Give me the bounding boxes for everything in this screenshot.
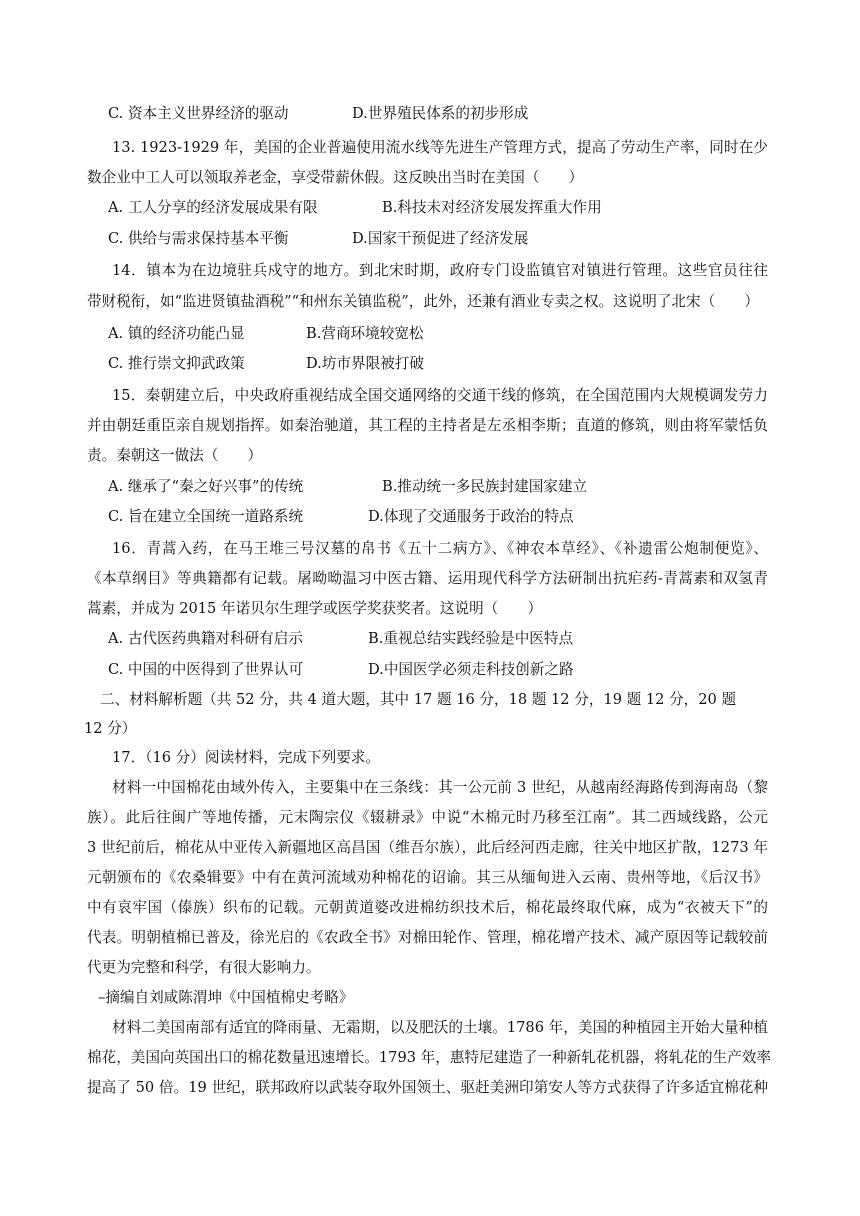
q13-stem-line1: 13. 1923-1929 年，美国的企业普遍使用流水线等先进生产管理方式，提高了劳动生产率，同时在少 — [112, 139, 768, 156]
q13-option-a: A. 工人分享的经济发展成果有限 — [108, 199, 318, 216]
option-c: C. 资本主义世界经济的驱动 — [108, 105, 289, 122]
q16-stem-line3: 蒿素，并成为 2015 年诺贝尔生理学或医学奖获奖者。这说明（ ） — [87, 600, 543, 617]
q14-option-d: D.坊市界限被打破 — [306, 355, 424, 372]
section2-heading-line1: 二、材料解析题（共 52 分，共 4 道大题，其中 17 题 16 分，18 题 12 分，19 题 12 分，20 题 — [100, 691, 737, 708]
q14-stem-line2: 带财税衔，如“监进贤镇盐酒税”“和州东关镇监税”，此外，还兼有酒业专卖之权。这说明了北宋（ ） — [87, 293, 759, 310]
q14-option-c: C. 推行崇文抑武政策 — [108, 355, 245, 372]
q17-material1-line: 元朝颁布的《农桑辑要》中有在黄河流域劝种棉花的诏谕。其三从缅甸进入云南、贵州等地，《后汉书》 — [87, 869, 768, 886]
q16-stem-line2: 《本草纲目》等典籍都有记载。屠呦呦温习中医古籍、运用现代科学方法研制出抗疟药-青蒿素和双氢青 — [87, 570, 768, 587]
q16-stem-line1: 16．青蒿入药，在马王堆三号汉墓的帛书《五十二病方》、《神农本草经》、《补遗雷公炮制便览》、 — [112, 540, 768, 557]
q15-option-b: B.推动统一多民族封建国家建立 — [382, 478, 588, 495]
q17-material1-line: 代更为完整和科学，有很大影响力。 — [87, 959, 321, 976]
section2-heading-line2: 12 分） — [84, 720, 137, 737]
q17-material1-line: 族）。此后往闽广等地传播，元末陶宗仪《辍耕录》中说“木棉元时乃移至江南”。其二西域线路，公元 — [87, 809, 768, 826]
q15-option-d: D.体现了交通服务于政治的特点 — [368, 508, 574, 525]
q13-option-b: B.科技未对经济发展发挥重大作用 — [382, 199, 602, 216]
q17-material2-line: 棉花，美国向英国出口的棉花数量迅速增长。1793 年，惠特尼建造了一种新轧花机器，将轧花的生产效率 — [87, 1049, 771, 1066]
q15-stem-line2: 并由朝廷重臣亲自规划指挥。如秦治驰道，其工程的主持者是左丞相李斯；直道的修筑，则由将军蒙恬负 — [87, 417, 768, 434]
q17-material1-line: 3 世纪前后，棉花从中亚传入新疆地区高昌国（维吾尔族），此后经河西走廊，往关中地区扩散，1273 年 — [87, 839, 768, 856]
q14-option-b: B.营商环境较宽松 — [306, 325, 424, 342]
q13-option-c: C. 供给与需求保持基本平衡 — [108, 230, 289, 247]
option-d: D.世界殖民体系的初步形成 — [352, 105, 529, 122]
q14-stem-line1: 14．镇本为在边境驻兵戍守的地方。到北宋时期，政府专门设监镇官对镇进行管理。这些官员往往 — [112, 262, 768, 279]
q13-option-d: D.国家干预促进了经济发展 — [352, 230, 529, 247]
q17-material2-line: 提高了 50 倍。19 世纪，联邦政府以武装夺取外国领土、驱赶美洲印第安人等方式获得了许多适宜棉花种 — [87, 1079, 768, 1096]
q17-material2-line: 材料二美国南部有适宜的降雨量、无霜期，以及肥沃的土壤。1786 年，美国的种植园主开始大量种植 — [112, 1019, 768, 1036]
q17-material1-source: –摘编自刘咸陈渭坤《中国植棉史考略》 — [98, 989, 354, 1006]
q16-option-d: D.中国医学必须走科技创新之路 — [368, 661, 574, 678]
q17-material1-line: 代表。明朝植棉已普及，徐光启的《农政全书》对棉田轮作、管理，棉花增产技术、减产原因等记载较前 — [87, 929, 768, 946]
q16-option-c: C. 中国的中医得到了世界认可 — [108, 661, 304, 678]
q17-material1-line: 材料一中国棉花由域外传入，主要集中在三条线：其一公元前 3 世纪，从越南经海路传到海南岛（黎 — [112, 779, 768, 796]
q13-stem-line2: 数企业中工人可以领取养老金，享受带薪休假。这反映出当时在美国（ ） — [87, 169, 584, 186]
q14-option-a: A. 镇的经济功能凸显 — [108, 325, 245, 342]
q16-option-b: B.重视总结实践经验是中医特点 — [368, 630, 574, 647]
q16-option-a: A. 古代医药典籍对科研有启示 — [108, 630, 303, 647]
q15-option-a: A. 继承了“秦之好兴事”的传统 — [108, 478, 304, 495]
q15-stem-line1: 15．秦朝建立后，中央政府重视结成全国交通网络的交通干线的修筑，在全国范围内大规模调发劳力 — [112, 387, 768, 404]
q15-stem-line3: 责。秦朝这一做法（ ） — [87, 447, 263, 464]
q17-material1-line: 中有哀牢国（傣族）织布的记载。元朝黄道婆改进棉纺织技术后，棉花最终取代麻，成为“衣被天下”的 — [87, 899, 768, 916]
q15-option-c: C. 旨在建立全国统一道路系统 — [108, 508, 304, 525]
q17-title: 17．（16 分）阅读材料，完成下列要求。 — [112, 749, 380, 766]
